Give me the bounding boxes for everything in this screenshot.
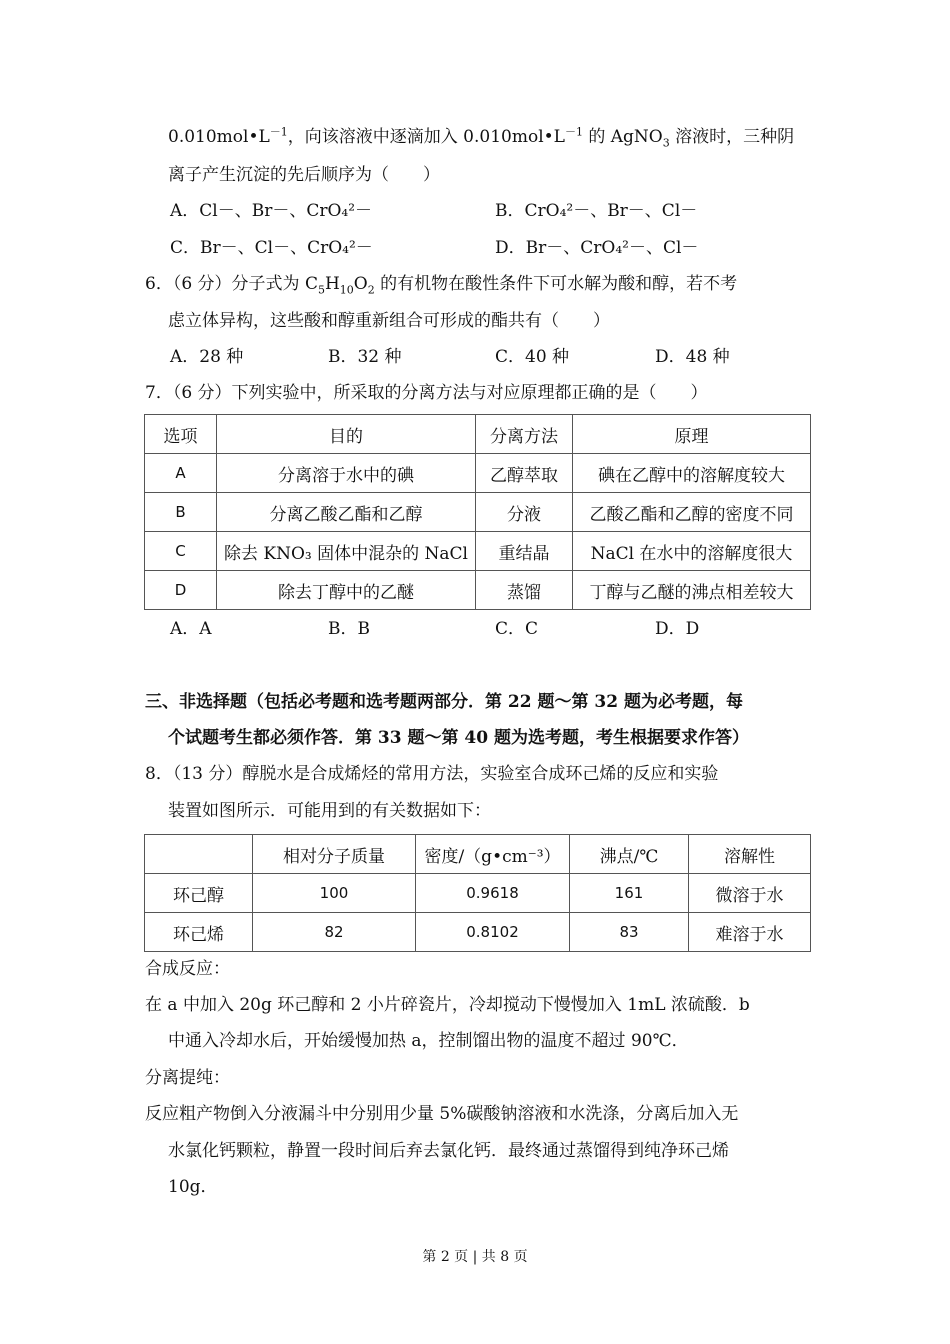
q6-option-c: C．40 种 xyxy=(495,347,570,367)
q5-text-d: 溶液时，三种阴 xyxy=(669,127,795,147)
q7-header-cell: 选项 xyxy=(145,415,217,454)
q8-data-table xyxy=(144,834,811,952)
table-cell: 除去 KNO₃ 固体中混杂的 NaCl xyxy=(217,532,476,571)
q5-sup-1: －1 xyxy=(269,125,288,139)
table-cell: 0.8102 xyxy=(416,913,570,952)
table-cell: 重结晶 xyxy=(476,532,573,571)
q6-mid-1: H xyxy=(324,274,340,294)
q7-header-cell: 目的 xyxy=(217,415,476,454)
table-header-row xyxy=(145,415,811,454)
q6-option-a: A．28 种 xyxy=(170,347,244,367)
purification-line-1: 反应粗产物倒入分液漏斗中分别用少量 5%碳酸钠溶液和水洗涤，分离后加入无 xyxy=(145,1104,739,1124)
q5-line-1 xyxy=(168,126,794,148)
table-cell: B xyxy=(145,493,217,532)
q5-option-c: C．Br－、Cl－、CrO₄²－ xyxy=(170,238,373,258)
table-cell: A xyxy=(145,454,217,493)
table-row xyxy=(145,913,811,952)
table-cell: 100 xyxy=(253,874,416,913)
q7-option-b: B．B xyxy=(328,619,370,639)
table-cell: 难溶于水 xyxy=(689,913,811,952)
q8-line-2: 装置如图所示．可能用到的有关数据如下： xyxy=(168,801,491,821)
table-cell: 乙醇萃取 xyxy=(476,454,573,493)
q5-option-d: D．Br－、CrO₄²－、Cl－ xyxy=(495,238,699,258)
q8-header-cell: 溶解性 xyxy=(689,835,811,874)
q8-header-cell: 相对分子质量 xyxy=(253,835,416,874)
q5-text-a: 0.010mol•L xyxy=(168,127,270,147)
q5-option-a: A．Cl－、Br－、CrO₄²－ xyxy=(170,201,373,221)
q8-header-cell: 密度/（g•cm⁻³） xyxy=(416,835,570,874)
table-cell: D xyxy=(145,571,217,610)
q6-option-d: D．48 种 xyxy=(655,347,730,367)
table-header-row xyxy=(145,835,811,874)
table-cell: NaCl 在水中的溶解度很大 xyxy=(573,532,811,571)
synthesis-label: 合成反应： xyxy=(145,959,230,979)
q6-line-1 xyxy=(145,273,737,295)
table-cell: 161 xyxy=(570,874,689,913)
q5-option-b: B．CrO₄²－、Br－、Cl－ xyxy=(495,201,698,221)
synthesis-line-1: 在 a 中加入 20g 环己醇和 2 小片碎瓷片，冷却搅动下慢慢加入 1mL 浓硫酸．b xyxy=(145,995,750,1015)
table-cell: 除去丁醇中的乙醚 xyxy=(217,571,476,610)
q5-line-2: 离子产生沉淀的先后顺序为（ ） xyxy=(168,165,440,185)
q6-text-b: 的有机物在酸性条件下可水解为酸和醇，若不考 xyxy=(374,274,738,294)
q8-header-cell xyxy=(145,835,253,874)
table-cell: 83 xyxy=(570,913,689,952)
q6-mid-2: O xyxy=(353,274,368,294)
table-cell: 丁醇与乙醚的沸点相差较大 xyxy=(573,571,811,610)
q7-header-cell: 分离方法 xyxy=(476,415,573,454)
table-cell: C xyxy=(145,532,217,571)
section-3-heading-line-2: 个试题考生都必须作答．第 33 题～第 40 题为选考题，考生根据要求作答） xyxy=(168,728,749,748)
q7-option-a: A．A xyxy=(170,619,212,639)
q8-header-cell: 沸点/℃ xyxy=(570,835,689,874)
q5-sub: 3 xyxy=(662,136,670,150)
q7-table xyxy=(144,414,811,610)
table-row xyxy=(145,493,811,532)
table-cell: 82 xyxy=(253,913,416,952)
q7-stem: 7．（6 分）下列实验中，所采取的分离方法与对应原理都正确的是（ ） xyxy=(145,383,708,403)
table-cell: 0.9618 xyxy=(416,874,570,913)
purification-line-3: 10g． xyxy=(168,1177,218,1197)
q6-sub-1: 5 xyxy=(317,283,325,297)
table-cell: 微溶于水 xyxy=(689,874,811,913)
q6-option-b: B．32 种 xyxy=(328,347,402,367)
q6-text-a: 6．（6 分）分子式为 C xyxy=(145,274,318,294)
purification-line-2: 水氯化钙颗粒，静置一段时间后弃去氯化钙．最终通过蒸馏得到纯净环己烯 xyxy=(168,1141,729,1161)
table-row xyxy=(145,874,811,913)
q6-line-2: 虑立体异构，这些酸和醇重新组合可形成的酯共有（ ） xyxy=(168,311,610,331)
table-cell: 分离溶于水中的碘 xyxy=(217,454,476,493)
q5-text-c: 的 AgNO xyxy=(582,127,663,147)
q5-sup-2: －1 xyxy=(564,125,583,139)
table-row xyxy=(145,454,811,493)
section-3-heading-line-1: 三、非选择题（包括必考题和选考题两部分．第 22 题～第 32 题为必考题，每 xyxy=(145,692,743,712)
table-cell: 乙酸乙酯和乙醇的密度不同 xyxy=(573,493,811,532)
table-row xyxy=(145,532,811,571)
q8-line-1: 8．（13 分）醇脱水是合成烯烃的常用方法，实验室合成环己烯的反应和实验 xyxy=(145,764,719,784)
table-cell: 碘在乙醇中的溶解度较大 xyxy=(573,454,811,493)
page-footer: 第 2 页 | 共 8 页 xyxy=(422,1249,528,1265)
table-cell: 蒸馏 xyxy=(476,571,573,610)
purification-label: 分离提纯： xyxy=(145,1068,230,1088)
q7-header-cell: 原理 xyxy=(573,415,811,454)
q7-option-c: C．C xyxy=(495,619,539,639)
table-cell: 分液 xyxy=(476,493,573,532)
table-cell: 环己烯 xyxy=(145,913,253,952)
q5-text-b: ，向该溶液中逐滴加入 0.010mol•L xyxy=(287,127,565,147)
q7-option-d: D．D xyxy=(655,619,700,639)
table-row xyxy=(145,571,811,610)
q6-sub-2: 10 xyxy=(339,283,354,297)
table-cell: 环己醇 xyxy=(145,874,253,913)
table-cell: 分离乙酸乙酯和乙醇 xyxy=(217,493,476,532)
q6-sub-3: 2 xyxy=(367,283,375,297)
synthesis-line-2: 中通入冷却水后，开始缓慢加热 a，控制馏出物的温度不超过 90℃． xyxy=(168,1031,689,1051)
